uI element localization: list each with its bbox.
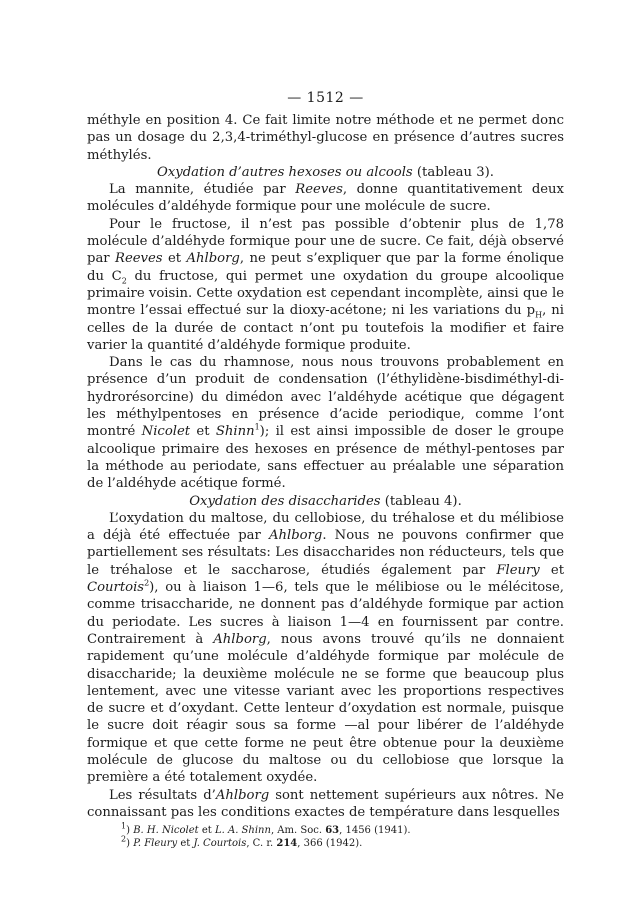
text-span: , donne quantitativement deux molécules d’aldéhyde formique pour une molécule de sucre. [87, 182, 564, 215]
paragraph-mannite [87, 181, 564, 216]
footnote-author: L. A. Shinn [214, 825, 271, 837]
text-span: et [177, 838, 194, 850]
footnote-1 [121, 821, 564, 837]
text-span: , nous avons trouvé qu’ils ne donnaient rapidement qu’une molécule d’aldéhyde formique par molécule de disaccharide; la deuxième molécule ne se forme que beaucoup plus lentement, avec une vitesse variant avec les proportions respectives de sucre et d’oxydant. Cette lenteur d’oxydation est normale, puisque le sucre doit réagir sous sa forme —al pour libérer de l’aldéhyde formique et que cette forme ne peut être obtenue pour la deuxième molécule de glucose du maltose ou du cellobiose que lorsque la première a été totalement oxydée. [87, 631, 564, 786]
footnote-volume: 63 [325, 825, 340, 837]
footnote-mark: 1 [121, 821, 127, 831]
text-span: du fructose, qui permet une oxydation du groupe alcoolique primaire voisin. Cette oxydation est cependant incomplète, ainsi que le montre l’essai effectué sur la dioxy-acétone; ni les variations du p [87, 268, 565, 319]
paragraph-fructose [87, 216, 564, 354]
author-name: Ahlborg [213, 631, 267, 647]
text-span: , Am. Soc. [270, 825, 326, 837]
footnote-ref: 1 [254, 422, 260, 432]
text-span: ); il est ainsi impossible de doser le groupe alcoolique primaire des hexoses en présence de méthyl-pentoses par la méthode au periodate, sans effectuer au préalable une séparation de l’aldéhyde acétique formé. [87, 424, 564, 492]
text-span: sont nettement supérieurs aux nôtres. Ne connaissant pas les conditions exactes de température dans lesquelles [87, 787, 564, 820]
heading-ref: (tableau 3). [412, 164, 494, 180]
text-span: ), ou à liaison 1—6, tels que le mélibiose ou le mélécitose, comme trisaccharide, ne donnent pas d’aldéhyde formique par action du periodate. Les sucres à liaison 1—4 en fournissent par contre. Contrairement à [87, 580, 564, 647]
footnote-ref: 2 [144, 578, 150, 588]
paragraph-rhamnose [87, 354, 564, 492]
footnote-2 [121, 834, 564, 850]
paragraph-disaccharides [87, 510, 564, 787]
subscript: 2 [121, 276, 127, 286]
subscript: H [535, 310, 543, 320]
text-span: et [539, 562, 565, 578]
text-span: ) [126, 825, 134, 837]
author-name: Ahlborg [268, 528, 323, 544]
author-name: Courtois [87, 580, 145, 596]
author-name: Ahlborg [215, 787, 270, 803]
paragraph-results [87, 787, 564, 822]
section-heading-hexoses [87, 164, 564, 181]
text-span: Les résultats d’ [109, 787, 216, 803]
text-span: , 366 (1942). [297, 838, 363, 850]
footnote-volume: 214 [276, 838, 298, 850]
footnote-author: B. H. Nicolet [133, 825, 199, 837]
author-name: Reeves [115, 251, 163, 267]
footnote-author: P. Fleury [133, 838, 178, 850]
text-span: Pour le fructose, il n’est pas possible d’obtenir plus de 1,78 molécule d’aldéhyde formique pour une de sucre. Ce fait, déjà observé par [87, 216, 564, 267]
page-number: — 1512 — [287, 90, 364, 106]
heading-title: Oxydation des disaccharides [189, 493, 381, 509]
text-span: et [198, 825, 215, 837]
text-span: , 1456 (1941). [339, 825, 411, 837]
paragraph-1: méthyle en position 4. Ce fait limite notre méthode et ne permet donc pas un dosage du 2,3,4-triméthyl-glucose en présence d’autres sucres méthylés. [87, 113, 564, 163]
heading-title: Oxydation d’autres hexoses ou alcools [157, 164, 413, 180]
author-name: Shinn [215, 424, 255, 440]
author-name: Ahlborg [186, 251, 240, 267]
text-span: ) [126, 838, 134, 850]
heading-ref: (tableau 4). [380, 493, 462, 509]
text-span: La mannite, étudiée par [109, 182, 296, 198]
author-name: Fleury [496, 562, 540, 578]
body-text [87, 112, 564, 821]
text-span: , ni celles de la durée de contact n’ont pu toutefois la modifier et faire varier la quantité d’aldéhyde formique produite. [87, 303, 564, 353]
text-span: et [162, 251, 187, 267]
text-span: L’oxydation du maltose, du cellobiose, du tréhalose et du mélibiose a déjà été effectuée par [87, 510, 564, 544]
text-span: . Nous ne pouvons confirmer que partiellement ses résultats: Les disaccharides non réducteurs, tels que le tréhalose et le saccharose, étudiés également par [87, 528, 564, 578]
footnotes [87, 821, 564, 850]
author-name: Reeves [295, 182, 343, 198]
author-name: Nicolet [141, 424, 191, 440]
text-span: , ne peut s’expliquer que par la forme énolique du C [87, 251, 564, 284]
footnote-mark: 2 [121, 834, 127, 844]
text-span: Dans le cas du rhamnose, nous nous trouvons probablement en présence d’un produit de condensation (l’éthylidène-bisdiméthyl-di-hydrorésorcine) du dimédon avec l’aldéhyde acétique que dégagent les méthylpentoses en présence d’acide periodique, comme l’ont montré [87, 355, 564, 440]
footnote-author: J. Courtois [193, 838, 247, 850]
text-span: , C. r. [246, 838, 277, 850]
text-span: et [190, 424, 216, 440]
section-heading-disaccharides [87, 493, 564, 510]
